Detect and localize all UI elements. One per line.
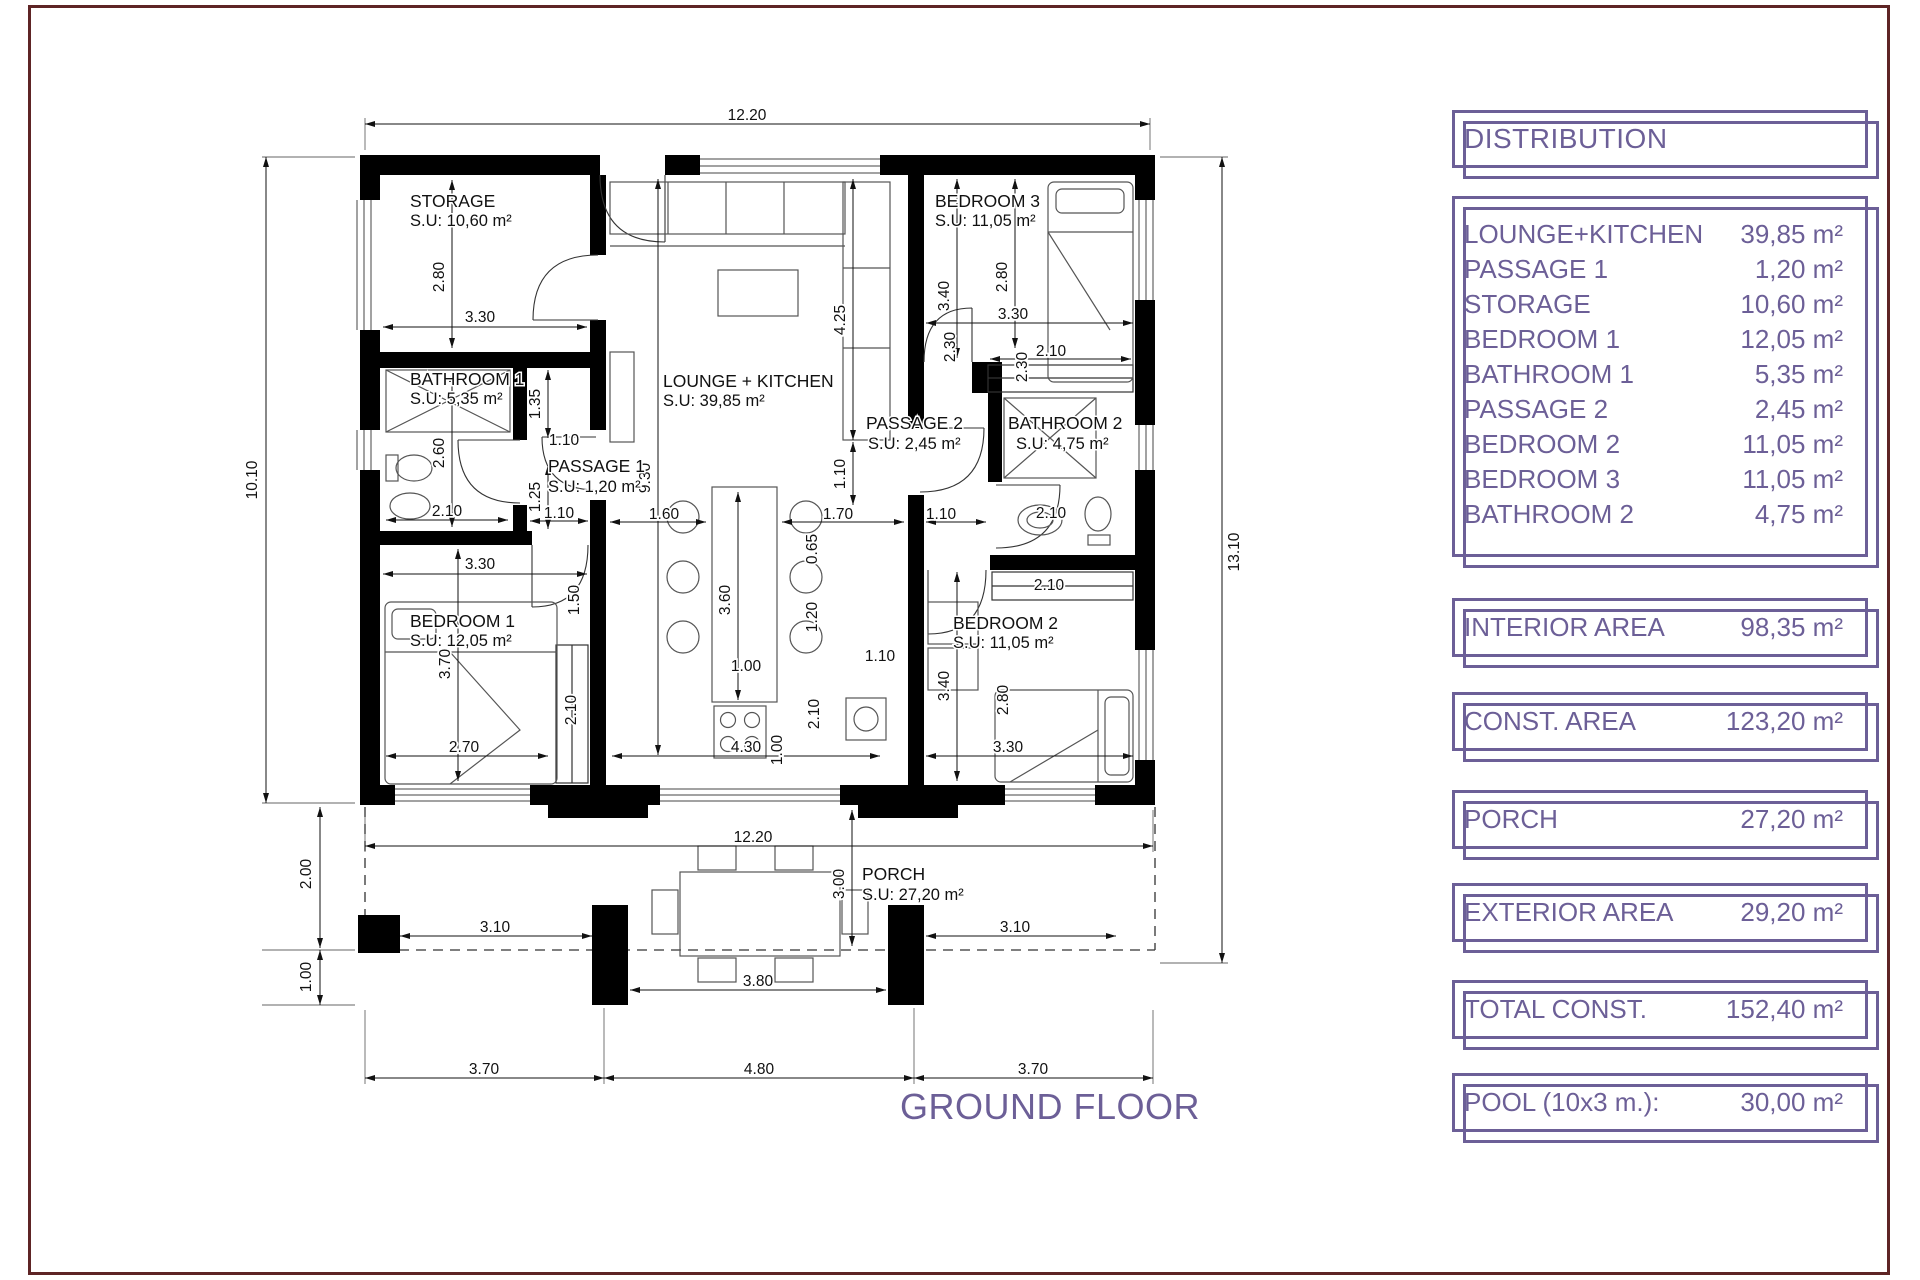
room-area-label: S.U: 1,20 m²: [548, 478, 641, 496]
distribution-list-box: [1452, 196, 1868, 557]
dimension-label: 2.80: [431, 261, 449, 293]
room-name: BATHROOM 2: [1464, 499, 1634, 529]
dimension-label: 1.50: [566, 584, 584, 616]
room-label: PORCH: [862, 864, 926, 884]
dimension-label: 1.25: [527, 481, 545, 513]
dimension-label: 1.10: [832, 458, 850, 490]
dimension-label: 1.60: [648, 506, 680, 524]
room-area: 12,05 m²: [1740, 324, 1843, 354]
room-label: BEDROOM 1: [410, 611, 516, 631]
summary-area: 123,20 m²: [1725, 706, 1843, 736]
dimension-label: 1.10: [925, 506, 957, 524]
room-name: PASSAGE 2: [1464, 394, 1609, 424]
dimension-label: 3.40: [936, 280, 954, 312]
room-area-label: S.U: 12,05 m²: [410, 632, 512, 650]
summary-box: [1452, 598, 1868, 657]
room-label: BEDROOM 3: [935, 191, 1041, 211]
summary-area: 30,00 m²: [1740, 1087, 1843, 1117]
room-area-label: S.U: 2,45 m²: [868, 435, 961, 453]
dimension-label: 1.00: [769, 734, 787, 766]
summary-label: EXTERIOR AREA: [1464, 897, 1674, 927]
dimension-label: 10.10: [244, 460, 262, 500]
dimension-label: 0.65: [804, 533, 822, 565]
room-area-label: S.U: 5,35 m²: [410, 390, 503, 408]
distribution-row: [1455, 497, 1865, 532]
dimension-label: 3.70: [468, 1061, 500, 1079]
room-label: BATHROOM 1: [410, 369, 525, 389]
room-label: BEDROOM 2: [953, 613, 1059, 633]
room-area-label: S.U: 11,05 m²: [935, 212, 1036, 230]
room-label: BATHROOM 2: [1008, 413, 1123, 433]
windows-group: [357, 159, 1153, 801]
summary-box: [1452, 790, 1868, 849]
room-area: 11,05 m²: [1742, 429, 1843, 459]
dimension-label: 3.30: [997, 306, 1029, 324]
dimension-label: 3.10: [479, 919, 511, 937]
dimension-label: 9.30: [637, 462, 655, 494]
dimension-extension-lines: [262, 118, 1228, 1084]
room-area: 10,60 m²: [1740, 289, 1843, 319]
dimension-label: 2.10: [1035, 505, 1067, 523]
dimension-label: 3.60: [717, 584, 735, 616]
room-area-label: S.U: 11,05 m²: [953, 634, 1054, 652]
dimension-label: 2.80: [994, 261, 1012, 293]
dimension-label: 2.10: [806, 698, 824, 730]
dimension-label: 3.30: [992, 739, 1024, 757]
room-label: PASSAGE 1: [548, 456, 645, 476]
dimension-label: 1.00: [298, 961, 316, 993]
dimension-label: 1.35: [527, 388, 545, 420]
summary-box: [1452, 980, 1868, 1039]
distribution-row: [1455, 217, 1865, 252]
room-name: PASSAGE 1: [1464, 254, 1609, 284]
summary-area: 152,40 m²: [1725, 994, 1843, 1024]
dimension-label: 4.30: [730, 739, 762, 757]
distribution-title-box: [1452, 110, 1868, 168]
distribution-row: [1455, 357, 1865, 392]
summary-box: [1452, 1073, 1868, 1132]
room-area: 2,45 m²: [1754, 394, 1843, 424]
room-name: STORAGE: [1464, 289, 1591, 319]
dimension-label: 3.40: [936, 670, 954, 702]
dimension-label: 2.10: [563, 694, 581, 726]
dimension-label: 2.30: [942, 331, 960, 363]
room-label: LOUNGE + KITCHEN: [663, 371, 834, 391]
dimension-label: 1.10: [548, 432, 580, 450]
dimension-label: 2.10: [1033, 577, 1065, 595]
room-area: 4,75 m²: [1754, 499, 1843, 529]
room-name: BEDROOM 1: [1464, 324, 1621, 354]
dimension-label: 2.00: [298, 858, 316, 890]
distribution-row: [1455, 322, 1865, 357]
dimension-label: 2.80: [995, 684, 1013, 716]
dimension-label: 3.00: [831, 868, 849, 900]
dimension-label: 4.80: [743, 1061, 775, 1079]
dimension-label: 12.20: [733, 829, 773, 847]
room-area: 5,35 m²: [1754, 359, 1843, 389]
dimension-label: 3.30: [464, 309, 496, 327]
room-area-label: S.U: 4,75 m²: [1016, 435, 1109, 453]
room-area: 39,85 m²: [1740, 219, 1843, 249]
dimension-label: 3.10: [999, 919, 1031, 937]
distribution-row: [1455, 287, 1865, 322]
dimension-label: 2.10: [1035, 343, 1067, 361]
summary-label: TOTAL CONST.: [1464, 994, 1647, 1024]
room-area-label: S.U: 27,20 m²: [862, 886, 964, 904]
room-name: BEDROOM 2: [1464, 429, 1621, 459]
distribution-row: [1455, 252, 1865, 287]
dimension-label: 1.70: [822, 506, 854, 524]
room-area-label: S.U: 10,60 m²: [410, 212, 512, 230]
summary-label: CONST. AREA: [1464, 706, 1636, 736]
summary-area: 98,35 m²: [1740, 612, 1843, 642]
drawing-title: GROUND FLOOR: [899, 1086, 1200, 1127]
dimension-label: 3.80: [742, 973, 774, 991]
room-label: PASSAGE 2: [866, 413, 963, 433]
summary-area: 29,20 m²: [1740, 897, 1843, 927]
distribution-title: DISTRIBUTION: [1464, 123, 1668, 154]
summary-label: INTERIOR AREA: [1464, 612, 1665, 642]
dimension-label: 2.10: [431, 503, 463, 521]
room-area: 11,05 m²: [1742, 464, 1843, 494]
room-name: LOUNGE+KITCHEN: [1464, 219, 1704, 249]
summary-area: 27,20 m²: [1740, 804, 1843, 834]
dimension-label: 2.30: [1014, 351, 1032, 383]
furniture-group: [385, 182, 1133, 982]
summary-box: [1452, 883, 1868, 942]
dimension-label: 1.00: [730, 658, 762, 676]
summary-label: PORCH: [1464, 804, 1558, 834]
dimension-label: 1.10: [864, 648, 896, 666]
dimension-label: 2.60: [431, 437, 449, 469]
distribution-row: [1455, 392, 1865, 427]
dimension-label: 12.20: [727, 107, 767, 125]
dimension-label: 3.70: [1017, 1061, 1049, 1079]
dimension-label: 2.70: [448, 739, 480, 757]
distribution-row: [1455, 462, 1865, 497]
room-area-label: S.U: 39,85 m²: [663, 392, 765, 410]
summary-box: [1452, 692, 1868, 751]
dimension-label: 1.10: [543, 505, 575, 523]
room-name: BATHROOM 1: [1464, 359, 1634, 389]
dimension-label: 1.20: [804, 601, 822, 633]
summary-label: POOL (10x3 m.):: [1464, 1087, 1660, 1117]
dimension-label: 13.10: [1226, 532, 1244, 572]
dimension-label: 3.30: [464, 556, 496, 574]
room-area: 1,20 m²: [1754, 254, 1843, 284]
room-labels-group: [410, 191, 1122, 904]
dimension-label: 3.70: [437, 648, 455, 680]
distribution-panel: [1452, 0, 1868, 1280]
distribution-row: [1455, 427, 1865, 462]
dimension-label: 4.25: [832, 304, 850, 336]
room-name: BEDROOM 3: [1464, 464, 1621, 494]
room-label: STORAGE: [410, 191, 496, 211]
